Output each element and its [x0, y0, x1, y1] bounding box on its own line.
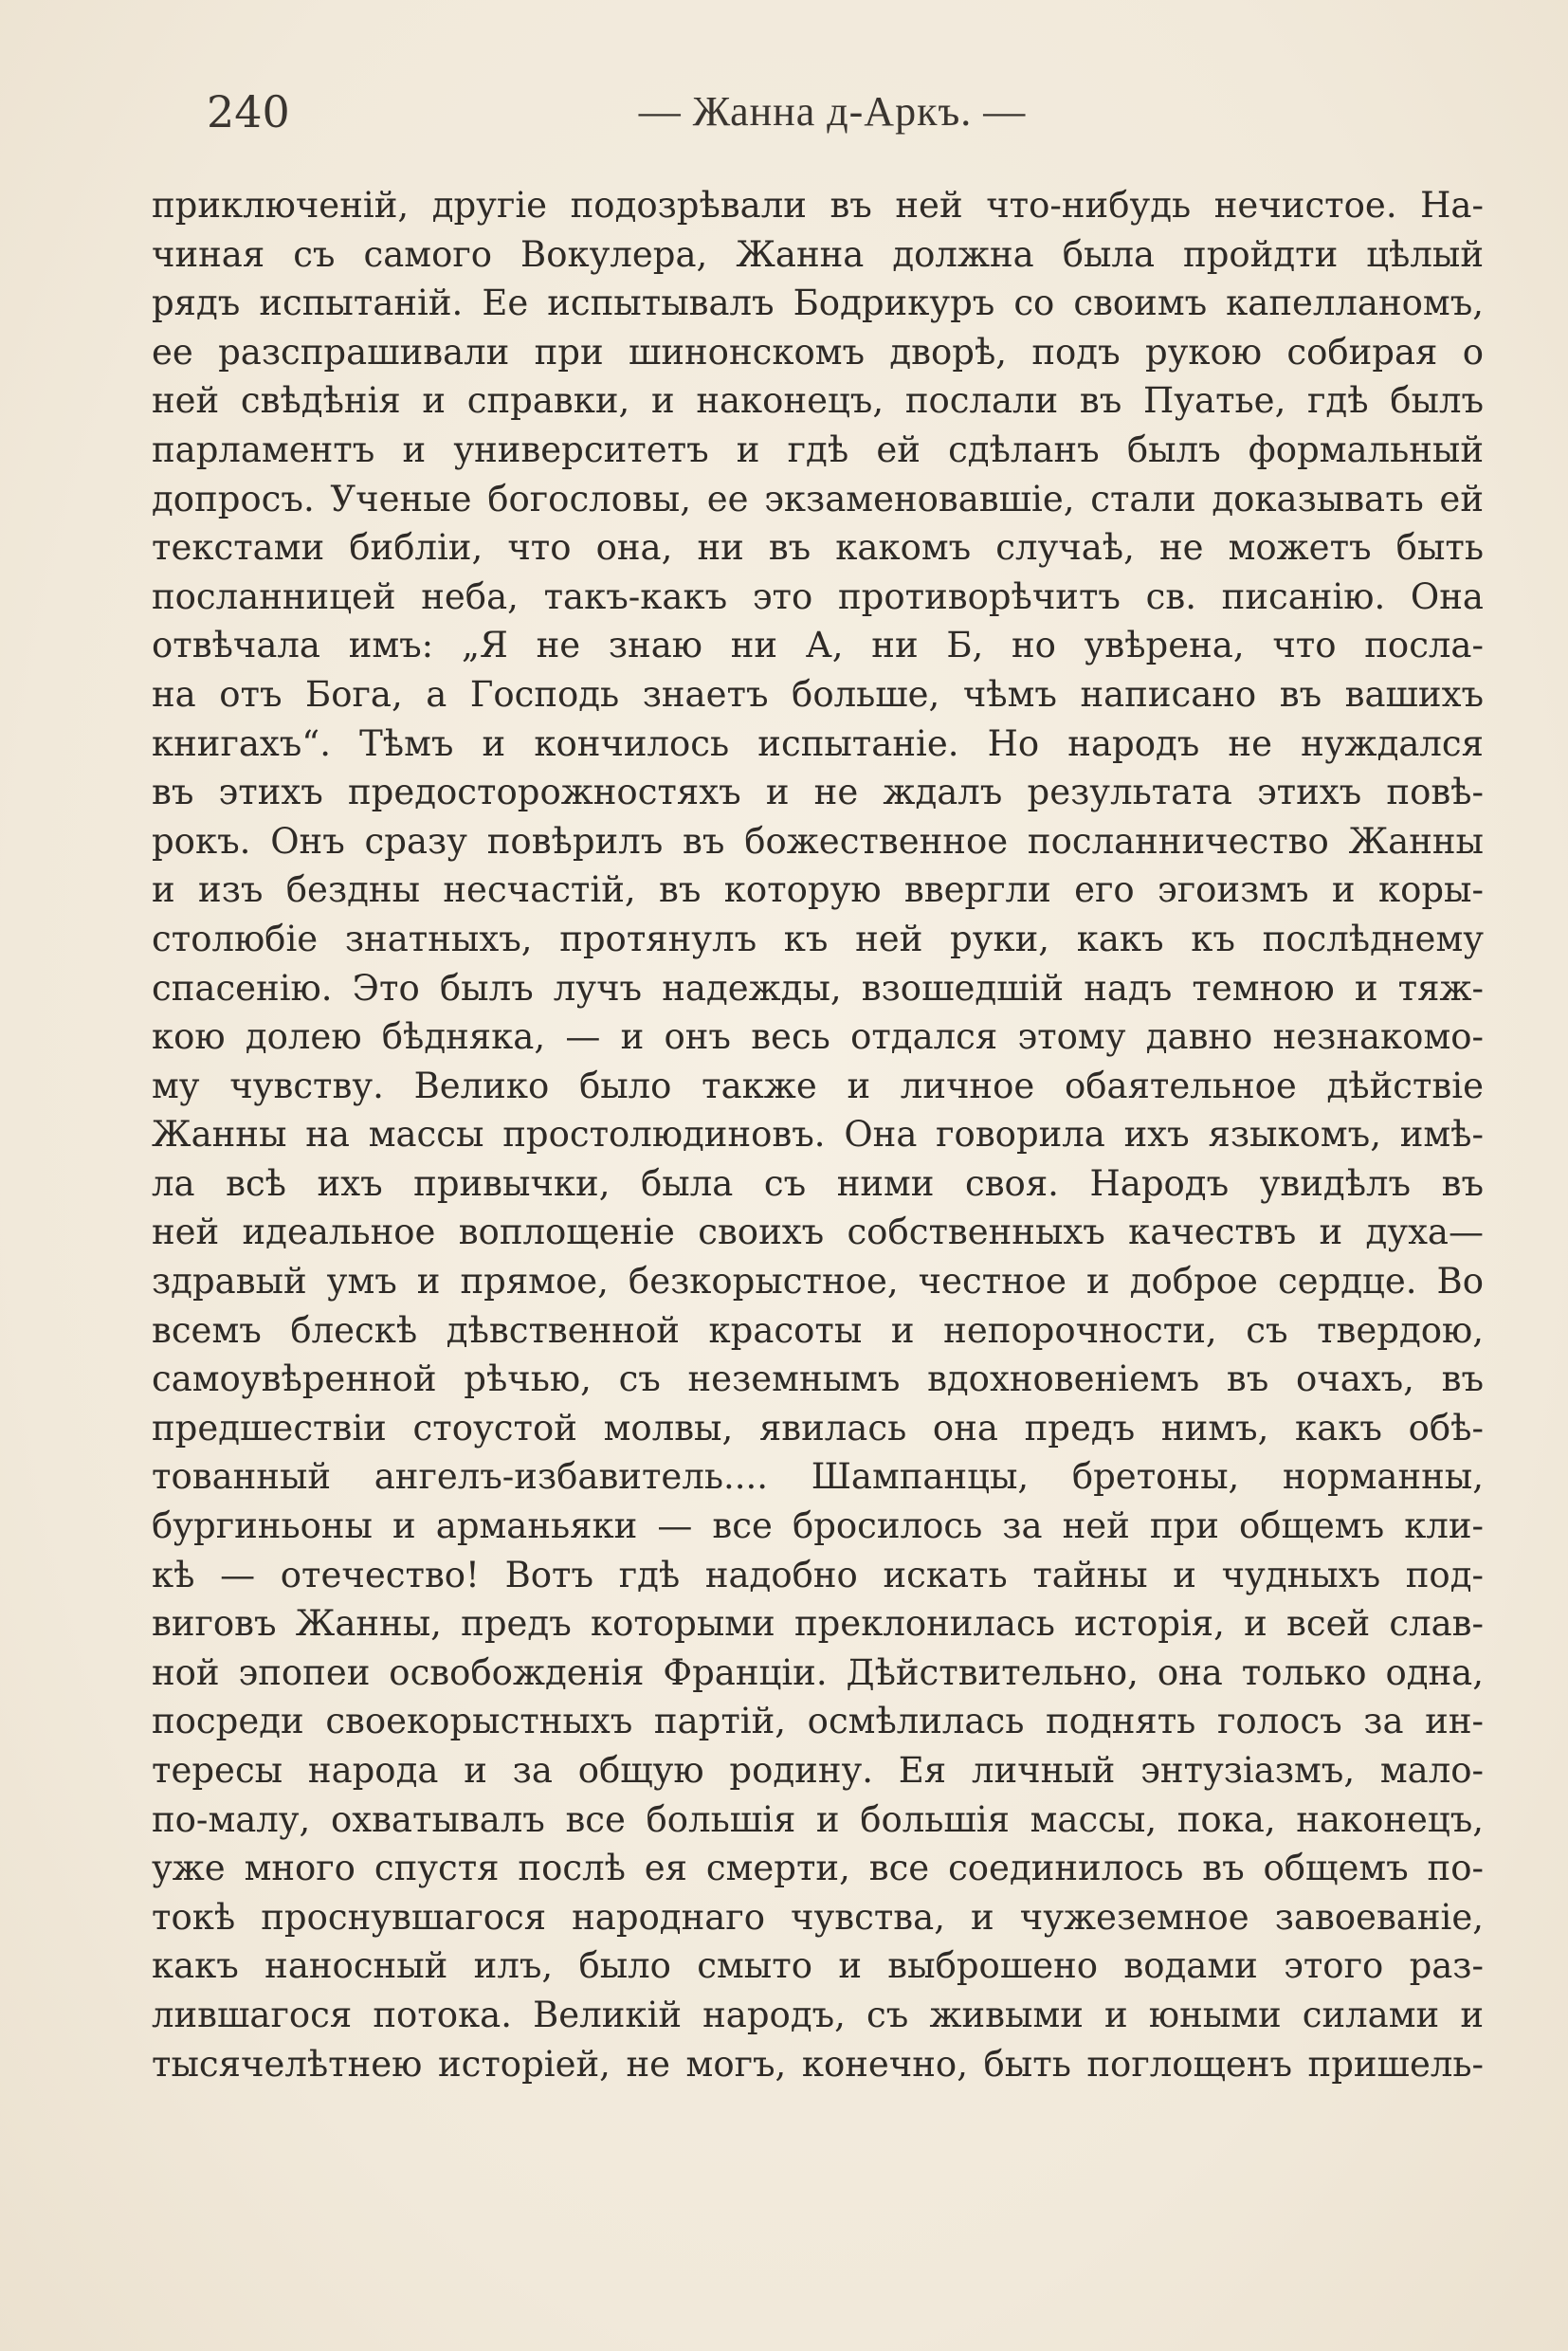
text-line: ла всѣ ихъ привычки, была съ ними своя. Народъ увидѣлъ въ — [152, 1162, 1484, 1204]
body-text — [152, 181, 1484, 2088]
text-line: кѣ — отечество! Вотъ гдѣ надобно искать тайны и чудныхъ под- — [152, 1554, 1484, 1595]
text-line: посреди своекорыстныхъ партій, осмѣлилась поднять голосъ за ин- — [152, 1701, 1484, 1742]
text-line: книгахъ“. Тѣмъ и кончилось испытаніе. Но народъ не нуждался — [152, 722, 1484, 764]
text-line: на отъ Бога, а Господь знаетъ больше, чѣмъ написано въ вашихъ — [152, 673, 1484, 715]
text-line: токѣ проснувшагося народнаго чувства, и чужеземное завоеваніе, — [152, 1896, 1484, 1938]
text-line: спасенію. Это былъ лучъ надежды, взошедшій надъ темною и тяж- — [152, 967, 1484, 1009]
text-line: отвѣчала имъ: „Я не знаю ни А, ни Б, но увѣрена, что посла- — [152, 625, 1484, 666]
page-number: 240 — [207, 86, 290, 137]
text-line: въ этихъ предосторожностяхъ и не ждалъ результата этихъ повѣ- — [152, 772, 1484, 813]
text-line: ее разспрашивали при шинонскомъ дворѣ, подъ рукою собирая о — [152, 331, 1484, 373]
text-line: самоувѣренной рѣчью, съ неземнымъ вдохновеніемъ въ очахъ, въ — [152, 1358, 1484, 1400]
text-line: му чувству. Велико было также и личное обаятельное дѣйствіе — [152, 1065, 1484, 1106]
text-line: текстами библіи, что она, ни въ какомъ случаѣ, не можетъ быть — [152, 527, 1484, 569]
text-line: ней идеальное воплощеніе своихъ собственныхъ качествъ и духа— — [152, 1212, 1484, 1253]
text-line: тысячелѣтнею исторіей, не могъ, конечно, быть поглощенъ пришель- — [152, 2043, 1484, 2085]
text-line: приключеній, другіе подозрѣвали въ ней что-нибудь нечистое. На- — [152, 185, 1484, 226]
text-line: кою долею бѣдняка, — и онъ весь отдался этому давно незнакомо- — [152, 1016, 1484, 1058]
text-line: какъ наносный илъ, было смыто и выброшено водами этого раз- — [152, 1945, 1484, 1987]
text-line: парламентъ и университетъ и гдѣ ей сдѣланъ былъ формальный — [152, 428, 1484, 470]
text-line: тересы народа и за общую родину. Ея личный энтузіазмъ, мало- — [152, 1750, 1484, 1791]
text-line: столюбіе знатныхъ, протянулъ къ ней руки, какъ къ послѣднему — [152, 918, 1484, 959]
text-line: бургиньоны и арманьяки — все бросилось за ней при общемъ кли- — [152, 1505, 1484, 1547]
text-line: Жанны на массы простолюдиновъ. Она говорила ихъ языкомъ, имѣ- — [152, 1114, 1484, 1156]
text-line: предшествіи стоустой молвы, явилась она предъ нимъ, какъ обѣ- — [152, 1407, 1484, 1449]
text-line: чиная съ самого Вокулера, Жанна должна была пройдти цѣлый — [152, 233, 1484, 275]
text-line: по-малу, охватывалъ все большія и большія массы, пока, наконецъ, — [152, 1798, 1484, 1840]
text-line: тованный ангелъ-избавитель.... Шампанцы, бретоны, норманны, — [152, 1456, 1484, 1498]
text-line: лившагося потока. Великій народъ, съ живыми и юными силами и — [152, 1994, 1484, 2035]
text-line: ней свѣдѣнія и справки, и наконецъ, послали въ Пуатье, гдѣ былъ — [152, 380, 1484, 422]
text-line: рокъ. Онъ сразу повѣрилъ въ божественное посланничество Жанны — [152, 820, 1484, 862]
text-line: уже много спустя послѣ ея смерти, все соединилось въ общемъ по- — [152, 1848, 1484, 1889]
running-title: — Жанна д-Аркъ. — — [638, 88, 1027, 135]
page-header — [207, 83, 1486, 140]
text-line: всемъ блескѣ дѣвственной красоты и непорочности, съ твердою, — [152, 1309, 1484, 1351]
text-line: допросъ. Ученые богословы, ее экзаменовавшіе, стали доказывать ей — [152, 478, 1484, 519]
text-line: рядъ испытаній. Ее испытывалъ Бодрикуръ со своимъ капелланомъ, — [152, 282, 1484, 324]
text-line: виговъ Жанны, предъ которыми преклонилась исторія, и всей слав- — [152, 1603, 1484, 1645]
text-line: ной эпопеи освобожденія Франціи. Дѣйствительно, она только одна, — [152, 1651, 1484, 1693]
text-line: посланницей неба, такъ-какъ это противорѣчитъ св. писанію. Она — [152, 575, 1484, 617]
text-line: здравый умъ и прямое, безкорыстное, честное и доброе сердце. Во — [152, 1261, 1484, 1303]
text-line: и изъ бездны несчастій, въ которую ввергли его эгоизмъ и коры- — [152, 869, 1484, 911]
